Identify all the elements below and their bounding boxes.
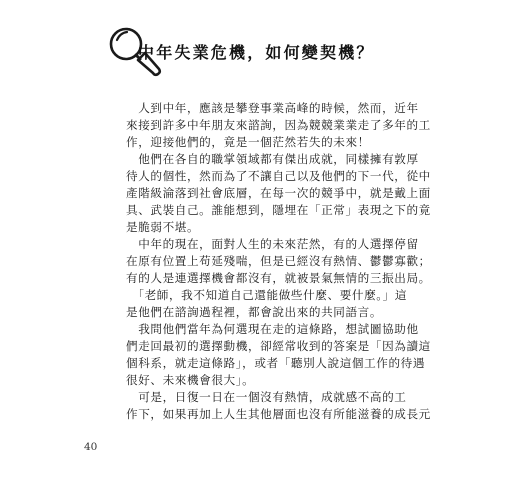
text-line: 我問他們當年為何選現在走的這條路，想試圖協助他 xyxy=(126,322,419,336)
text-line: 他們在各自的職掌領域都有傑出成就，同樣擁有敦厚 xyxy=(126,152,419,166)
paragraph xyxy=(126,287,408,321)
text-line: 產階級淪落到社會底層，在每一次的競爭中，就是戴上面 xyxy=(126,186,431,200)
text-line: 可是，日復一日在一個沒有熱情，成就感不高的工 xyxy=(126,390,407,404)
text-line: 是脆弱不堪。 xyxy=(126,220,200,234)
paragraph xyxy=(126,151,431,236)
text-line: 人到中年，應該是攀登事業高峰的時候，然而，近年 xyxy=(126,101,419,115)
paragraph xyxy=(126,321,431,389)
text-line: 很好、未來機會很大」。 xyxy=(126,373,255,387)
page-number: 40 xyxy=(84,441,98,453)
paragraph xyxy=(126,389,431,423)
text-line: 待人的個性，然而為了不讓自己以及他們的下一代，從中 xyxy=(126,169,431,183)
body-text xyxy=(126,100,431,423)
text-line: 作下，如果再加上人生其他層面也沒有所能滋養的成長元 xyxy=(126,407,431,421)
text-line: 個科系，就走這條路」，或者「聽別人說這個工作的待遇 xyxy=(126,356,426,370)
text-line: 具、武裝自己。誰能想到，隱埋在「正常」表現之下的竟 xyxy=(126,203,431,217)
paragraph xyxy=(126,100,431,151)
chapter-header xyxy=(105,24,425,84)
text-line: 來接到許多中年朋友來諮詢，因為競競業業走了多年的工 xyxy=(126,118,431,132)
chapter-title: 中年失業危機，如何變契機？ xyxy=(138,43,375,62)
text-line: 們走回最初的選擇動機，卻經常收到的答案是「因為讀這 xyxy=(126,339,431,353)
text-line: 是他們在諮詢過程裡，都會說出來的共同語言。 xyxy=(126,305,383,319)
text-line: 作，迎接他們的，竟是一個茫然若失的未來！ xyxy=(126,135,370,149)
text-line: 中年的現在，面對人生的未來茫然，有的人選擇停留 xyxy=(126,237,419,251)
paragraph xyxy=(126,236,431,287)
text-line: 有的人是連選擇機會都沒有，就被景氣無情的三振出局。 xyxy=(126,271,431,285)
text-line: 「老師，我不知道自己還能做些什麼、要什麼。」這 xyxy=(126,288,408,302)
text-line: 在原有位置上苟延殘喘，但是已經沒有熱情、鬱鬱寡歡； xyxy=(126,254,431,268)
